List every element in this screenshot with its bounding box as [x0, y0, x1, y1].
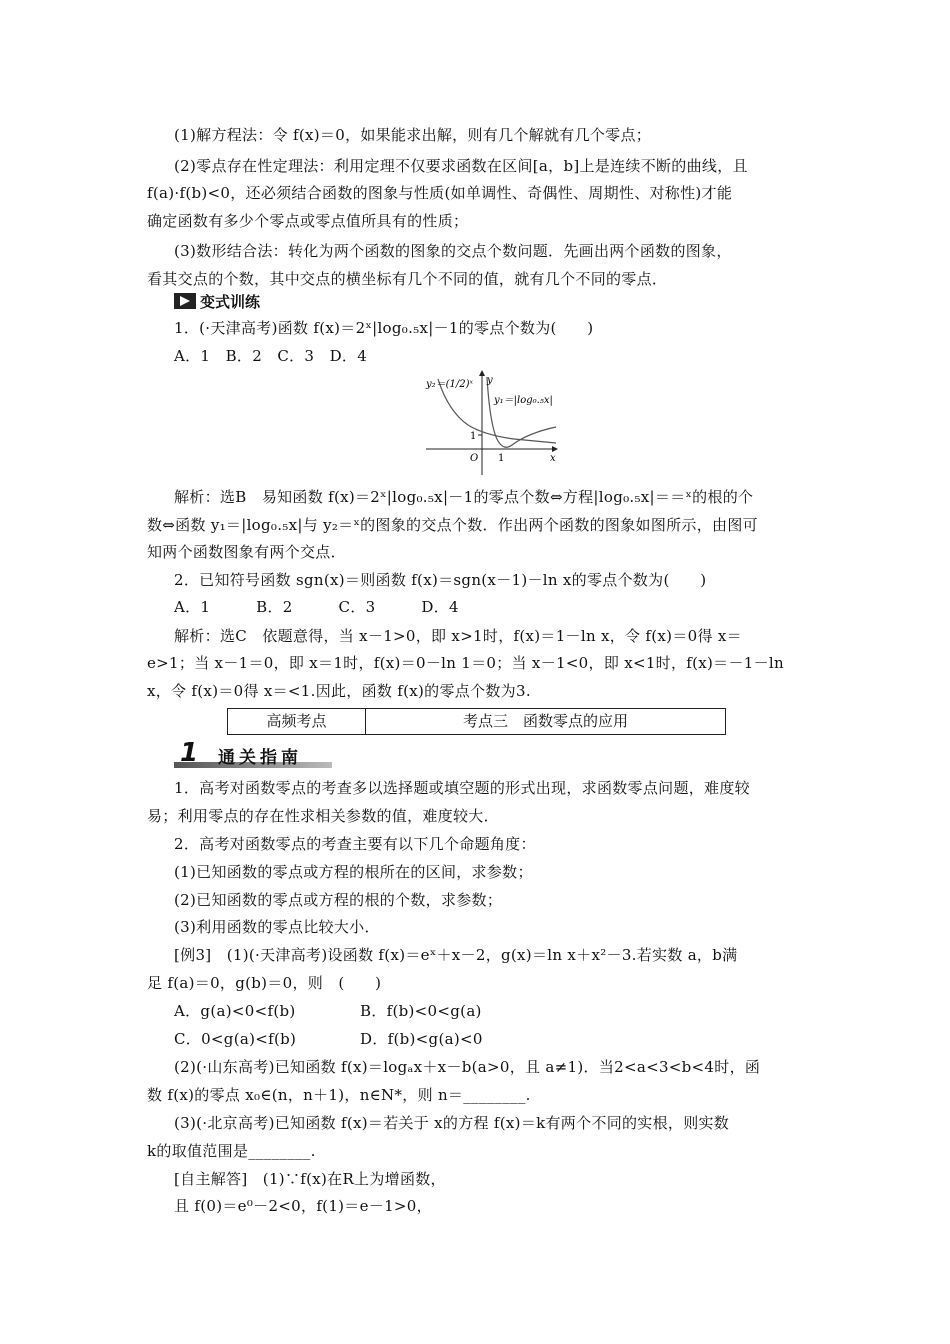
- question-1-options: A．1 B．2 C．3 D．4: [174, 347, 368, 365]
- solution-1-line2: 数⇔函数 y₁＝|log₀.₅x|与 y₂＝ˣ的图象的交点个数．作出两个函数的图象如图所示，由图可: [147, 516, 758, 534]
- function-graph-figure: [424, 367, 564, 479]
- y1-label: y₁＝|log₀.₅x|: [494, 395, 553, 406]
- y2-label: y₂＝(1/2)ˣ: [426, 379, 474, 390]
- example-3-part2-line2: 数 f(x)的零点 x₀∈(n，n＋1)，n∈N*，则 n＝________.: [147, 1086, 531, 1104]
- example-3-part3-line2: k的取值范围是________.: [147, 1142, 316, 1160]
- guide-2-item3: (3)利用函数的零点比较大小．: [174, 918, 380, 936]
- x-tick-label: 1: [498, 453, 505, 464]
- guide-2-item2: (2)已知函数的零点或方程的根的个数，求参数；: [174, 891, 503, 909]
- y-tick-label: 1: [470, 431, 477, 442]
- answer-line1: [自主解答] (1)∵f(x)在R上为增函数，: [174, 1170, 446, 1188]
- question-2-options: A．1 B．2 C．3 D．4: [174, 598, 459, 616]
- guide-1-line1: 1．高考对函数零点的考查多以选择题或填空题的形式出现，求函数零点问题，难度较: [174, 779, 750, 797]
- solution-2-line3: x，令 f(x)＝0得 x＝<1.因此，函数 f(x)的零点个数为3.: [147, 682, 531, 700]
- topic-table: [227, 708, 726, 735]
- example-3-option-d: D．f(b)<g(a)<0: [360, 1030, 483, 1048]
- method-2-line3: 确定函数有多少个零点或零点值所具有的性质；: [147, 212, 469, 230]
- guide-2-item1: (1)已知函数的零点或方程的根所在的区间，求参数；: [174, 863, 533, 881]
- answer-line2: 且 f(0)＝e⁰－2<0，f(1)＝e－1>0，: [174, 1197, 432, 1215]
- method-3-line1: (3)数形结合法：转化为两个函数的图象的交点个数问题．先画出两个函数的图象，: [174, 242, 732, 260]
- guide-1-line2: 易；利用零点的存在性求相关参数的值，难度较大．: [147, 807, 499, 825]
- table-cell-left: 高频考点: [228, 709, 366, 734]
- guide-number: 1: [180, 738, 199, 768]
- variant-training-badge: [174, 292, 260, 310]
- example-3-option-a: A．g(a)<0<f(b): [174, 1002, 296, 1020]
- origin-label: O: [470, 453, 479, 464]
- method-1: (1)解方程法：令 f(x)＝0，如果能求出解，则有几个解就有几个零点；: [174, 126, 652, 144]
- play-icon: [174, 293, 196, 309]
- badge-label: 变式训练: [200, 292, 261, 311]
- method-2-line2: f(a)·f(b)<0，还必须结合函数的图象与性质(如单调性、奇偶性、周期性、对称性)才能: [147, 184, 733, 202]
- solution-2-line2: e>1；当 x－1＝0，即 x＝1时，f(x)＝0－ln 1＝0；当 x－1<0，即 x<1时，f(x)＝－1－ln: [147, 654, 784, 672]
- table-cell-right: 考点三 函数零点的应用: [462, 712, 628, 730]
- method-3-line2: 看其交点的个数，其中交点的横坐标有几个不同的值，就有几个不同的零点．: [147, 270, 668, 288]
- guide-title: 通关指南: [218, 748, 302, 768]
- x-axis-label: x: [550, 453, 556, 464]
- example-3-option-c: C．0<g(a)<f(b): [174, 1030, 297, 1048]
- solution-1-line1: 解析：选B 易知函数 f(x)＝2ˣ|log₀.₅x|－1的零点个数⇔方程|log₀.₅x|＝＝ˣ的根的个: [174, 488, 754, 506]
- example-3-option-b: B．f(b)<0<g(a): [360, 1002, 482, 1020]
- guide-heading: [174, 740, 334, 770]
- method-2-line1: (2)零点存在性定理法：利用定理不仅要求函数在区间[a，b]上是连续不断的曲线，且: [174, 157, 748, 175]
- y-axis-label: y: [487, 375, 493, 386]
- example-3-part2-line1: (2)(·山东高考)已知函数 f(x)＝logₐx＋x－b(a>0，且 a≠1)．当2<a<3<b<4时，函: [174, 1058, 761, 1076]
- solution-1-line3: 知两个函数图象有两个交点．: [147, 543, 346, 561]
- guide-2: 2．高考对函数零点的考查主要有以下几个命题角度：: [174, 835, 536, 853]
- solution-2-line1: 解析：选C 依题意得，当 x－1>0，即 x>1时，f(x)＝1－ln x，令 f(x)＝0得 x＝: [174, 627, 742, 645]
- example-3-part3-line1: (3)(·北京高考)已知函数 f(x)＝若关于 x的方程 f(x)＝k有两个不同的实根，则实数: [174, 1114, 730, 1132]
- question-1: 1．(·天津高考)函数 f(x)＝2ˣ|log₀.₅x|－1的零点个数为( ): [174, 319, 594, 337]
- question-2: 2．已知符号函数 sgn(x)＝则函数 f(x)＝sgn(x－1)－ln x的零点个数为( ): [174, 571, 707, 589]
- example-3-line1: [例3] (1)(·天津高考)设函数 f(x)＝eˣ＋x－2，g(x)＝ln x＋x²－3.若实数 a，b满: [174, 946, 738, 964]
- example-3-line2: 足 f(a)＝0，g(b)＝0，则 ( ): [147, 974, 382, 992]
